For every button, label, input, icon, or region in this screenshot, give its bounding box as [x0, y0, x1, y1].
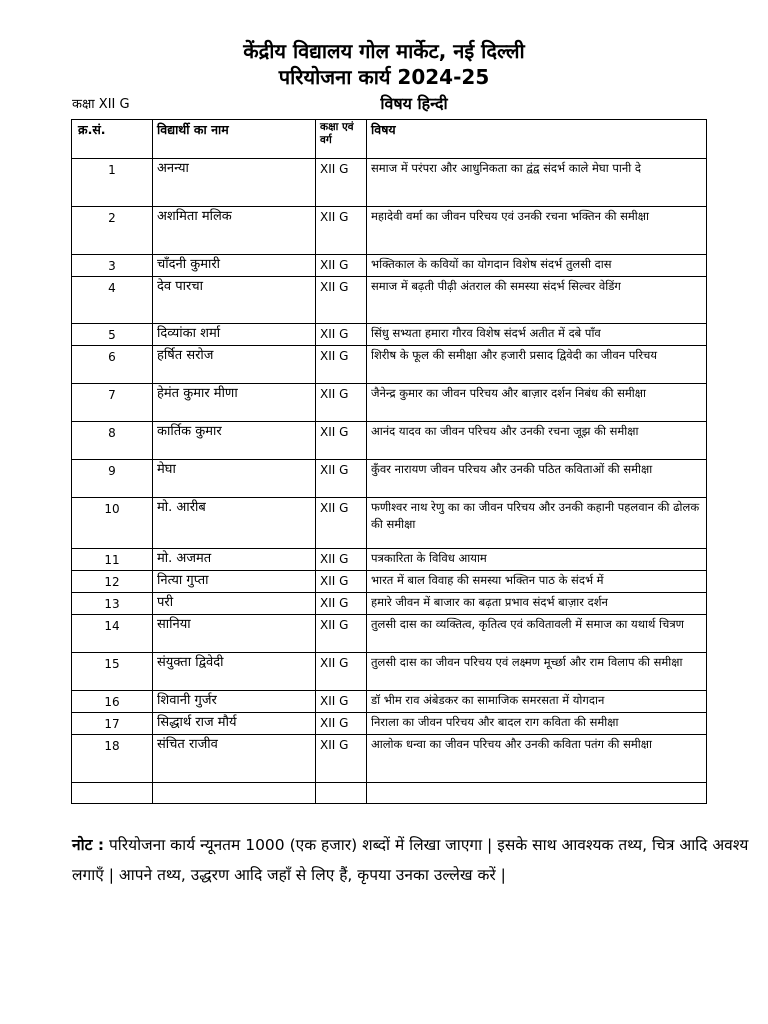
table-row	[72, 460, 707, 498]
student-name-cell: चाँदनी कुमारी	[153, 255, 316, 277]
class-cell: XII G	[316, 159, 367, 207]
note-label: नोट :	[72, 836, 105, 854]
class-cell: XII G	[316, 593, 367, 615]
student-name-cell: अनन्या	[153, 159, 316, 207]
table-row	[72, 653, 707, 691]
serial-cell: 14	[72, 615, 153, 653]
table-row	[72, 207, 707, 255]
project-table	[71, 119, 707, 804]
student-name-cell: मो. अजमत	[153, 549, 316, 571]
note-paragraph	[72, 830, 762, 890]
empty-cell	[153, 783, 316, 804]
table-row	[72, 384, 707, 422]
header-class-section: कक्षा एवं वर्ग	[316, 120, 367, 159]
student-name-cell: संचित राजीव	[153, 735, 316, 783]
topic-cell: आलोक धन्वा का जीवन परिचय और उनकी कविता पतंग की समीक्षा	[367, 735, 707, 783]
student-name-cell: सानिया	[153, 615, 316, 653]
table-row	[72, 549, 707, 571]
class-cell: XII G	[316, 422, 367, 460]
table-row	[72, 735, 707, 783]
table-header-row	[72, 120, 707, 159]
topic-cell: फणीश्वर नाथ रेणु का का जीवन परिचय और उनकी कहानी पहलवान की ढोलक की समीक्षा	[367, 498, 707, 549]
empty-cell	[316, 783, 367, 804]
serial-cell: 1	[72, 159, 153, 207]
serial-cell: 2	[72, 207, 153, 255]
student-name-cell: संयुक्ता द्विवेदी	[153, 653, 316, 691]
student-name-cell: परी	[153, 593, 316, 615]
header-student-name: विद्यार्थी का नाम	[153, 120, 316, 159]
serial-cell: 5	[72, 324, 153, 346]
student-name-cell: शिवानी गुर्जर	[153, 691, 316, 713]
topic-cell: तुलसी दास का व्यक्तित्व, कृतित्व एवं कवितावली में समाज का यथार्थ चित्रण	[367, 615, 707, 653]
student-name-cell: सिद्धार्थ राज मौर्य	[153, 713, 316, 735]
serial-cell: 13	[72, 593, 153, 615]
class-cell: XII G	[316, 207, 367, 255]
empty-cell	[367, 783, 707, 804]
table-row	[72, 571, 707, 593]
table-row	[72, 713, 707, 735]
table-row	[72, 346, 707, 384]
class-cell: XII G	[316, 460, 367, 498]
student-name-cell: मेघा	[153, 460, 316, 498]
class-cell: XII G	[316, 346, 367, 384]
student-name-cell: दिव्यांका शर्मा	[153, 324, 316, 346]
topic-cell: हमारे जीवन में बाजार का बढ़ता प्रभाव संदर्भ बाज़ार दर्शन	[367, 593, 707, 615]
class-cell: XII G	[316, 691, 367, 713]
topic-cell: महादेवी वर्मा का जीवन परिचय एवं उनकी रचना भक्तिन की समीक्षा	[367, 207, 707, 255]
serial-cell: 12	[72, 571, 153, 593]
table-row	[72, 615, 707, 653]
topic-cell: भारत में बाल विवाह की समस्या भक्तिन पाठ के संदर्भ में	[367, 571, 707, 593]
topic-cell: भक्तिकाल के कवियों का योगदान विशेष संदर्भ तुलसी दास	[367, 255, 707, 277]
serial-cell: 4	[72, 277, 153, 324]
table-row	[72, 324, 707, 346]
table-row	[72, 498, 707, 549]
student-name-cell: कार्तिक कुमार	[153, 422, 316, 460]
serial-cell: 18	[72, 735, 153, 783]
student-name-cell: मो. आरीब	[153, 498, 316, 549]
table-row	[72, 422, 707, 460]
serial-cell: 7	[72, 384, 153, 422]
serial-cell: 15	[72, 653, 153, 691]
table-row	[72, 691, 707, 713]
serial-cell: 16	[72, 691, 153, 713]
page-subtitle: परियोजना कार्य 2024-25	[278, 65, 490, 89]
table-row	[72, 593, 707, 615]
class-cell: XII G	[316, 615, 367, 653]
student-name-cell: देव पारचा	[153, 277, 316, 324]
student-name-cell: हेमंत कुमार मीणा	[153, 384, 316, 422]
class-cell: XII G	[316, 277, 367, 324]
topic-cell: डॉ भीम राव अंबेडकर का सामाजिक समरसता में योगदान	[367, 691, 707, 713]
topic-cell: समाज में परंपरा और आधुनिकता का द्वंद्व संदर्भ काले मेघा पानी दे	[367, 159, 707, 207]
topic-cell: तुलसी दास का जीवन परिचय एवं लक्ष्मण मूर्च्छा और राम विलाप की समीक्षा	[367, 653, 707, 691]
serial-cell: 11	[72, 549, 153, 571]
table-row	[72, 277, 707, 324]
student-name-cell: अशमिता मलिक	[153, 207, 316, 255]
empty-row	[72, 783, 707, 804]
serial-cell: 6	[72, 346, 153, 384]
class-cell: XII G	[316, 713, 367, 735]
topic-cell: निराला का जीवन परिचय और बादल राग कविता की समीक्षा	[367, 713, 707, 735]
class-cell: XII G	[316, 653, 367, 691]
table-body	[72, 159, 707, 804]
table-row	[72, 255, 707, 277]
subject-label: विषय हिन्दी	[380, 94, 448, 113]
topic-cell: शिरीष के फूल की समीक्षा और हजारी प्रसाद द्विवेदी का जीवन परिचय	[367, 346, 707, 384]
serial-cell: 17	[72, 713, 153, 735]
page-title: केंद्रीय विद्यालय गोल मार्केट, नई दिल्ली	[243, 39, 525, 63]
class-cell: XII G	[316, 324, 367, 346]
student-name-cell: हर्षित सरोज	[153, 346, 316, 384]
class-label: कक्षा XII G	[72, 97, 130, 112]
topic-cell: सिंधु सभ्यता हमारा गौरव विशेष संदर्भ अतीत में दबे पाँव	[367, 324, 707, 346]
empty-cell	[72, 783, 153, 804]
topic-cell: समाज में बढ़ती पीढ़ी अंतराल की समस्या संदर्भ सिल्वर वेडिंग	[367, 277, 707, 324]
class-cell: XII G	[316, 735, 367, 783]
topic-cell: जैनेन्द्र कुमार का जीवन परिचय और बाज़ार दर्शन निबंध की समीक्षा	[367, 384, 707, 422]
topic-cell: आनंद यादव का जीवन परिचय और उनकी रचना जूझ की समीक्षा	[367, 422, 707, 460]
header-topic: विषय	[367, 120, 707, 159]
serial-cell: 8	[72, 422, 153, 460]
serial-cell: 3	[72, 255, 153, 277]
topic-cell: कुँवर नारायण जीवन परिचय और उनकी पठित कविताओं की समीक्षा	[367, 460, 707, 498]
student-name-cell: नित्या गुप्ता	[153, 571, 316, 593]
class-cell: XII G	[316, 384, 367, 422]
note-text: परियोजना कार्य न्यूनतम 1000 (एक हजार) शब्दों में लिखा जाएगा | इसके साथ आवश्यक तथ्य, चित्र आदि अवश्य लगाएँ | आपने तथ्य, उद्धरण आदि जहाँ से लिए हैं, कृपया उनका उल्लेख करें |	[72, 836, 749, 884]
table-row	[72, 159, 707, 207]
serial-cell: 10	[72, 498, 153, 549]
header-serial: क्र.सं.	[72, 120, 153, 159]
serial-cell: 9	[72, 460, 153, 498]
class-cell: XII G	[316, 498, 367, 549]
topic-cell: पत्रकारिता के विविध आयाम	[367, 549, 707, 571]
class-cell: XII G	[316, 255, 367, 277]
class-cell: XII G	[316, 571, 367, 593]
class-cell: XII G	[316, 549, 367, 571]
